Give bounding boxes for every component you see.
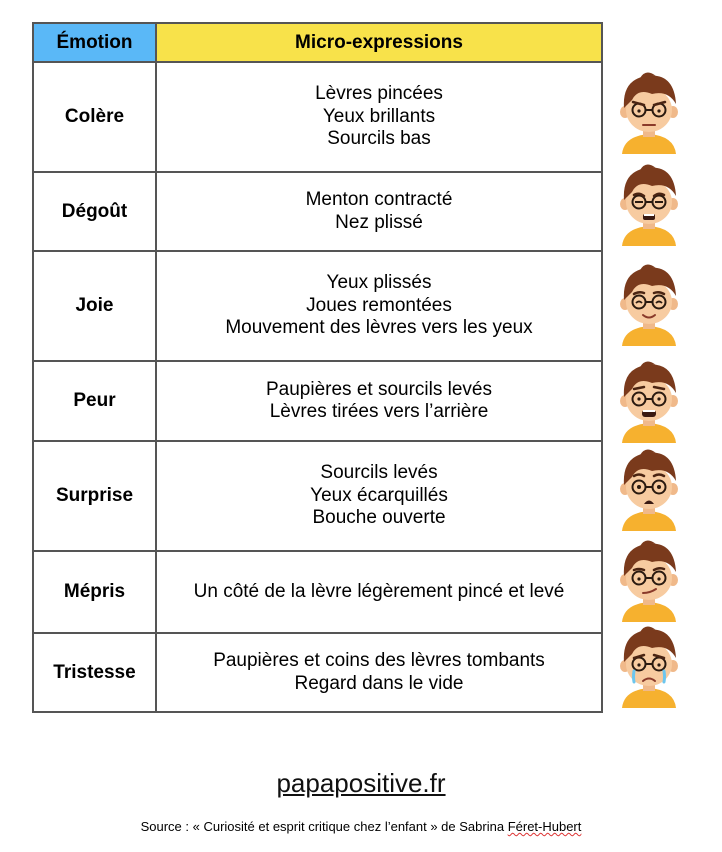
micro-line: Paupières et sourcils levés — [266, 378, 492, 400]
micro-expression-cell — [156, 441, 602, 551]
website-link[interactable] — [0, 768, 722, 799]
source-prefix: Source : « Curiosité et esprit critique chez l’enfant » de Sabrina — [140, 819, 508, 834]
website-link-text[interactable]: papapositive.fr — [276, 768, 446, 798]
micro-line: Yeux brillants — [322, 105, 436, 127]
micro-line: Yeux écarquillés — [310, 484, 448, 506]
angry-face-icon — [616, 70, 682, 154]
table-row — [33, 361, 602, 441]
micro-line: Sourcils bas — [327, 128, 431, 150]
table-row — [33, 251, 602, 361]
table-row — [33, 633, 602, 712]
micro-expression-cell — [156, 251, 602, 361]
micro-expression-cell — [156, 62, 602, 172]
micro-line: Sourcils levés — [320, 462, 438, 484]
table-row — [33, 62, 602, 172]
header-micro-expressions: Micro-expressions — [156, 23, 602, 62]
emotion-name: Mépris — [33, 551, 156, 633]
micro-expression-cell — [156, 551, 602, 633]
happy-face-icon — [616, 262, 682, 346]
emotions-table — [32, 22, 603, 713]
micro-line: Regard dans le vide — [294, 672, 464, 694]
table-row — [33, 551, 602, 633]
emotion-name: Tristesse — [33, 633, 156, 712]
micro-expression-cell — [156, 172, 602, 251]
contempt-face-icon — [616, 538, 682, 622]
micro-line: Lèvres pincées — [315, 83, 443, 105]
micro-expression-cell — [156, 633, 602, 712]
micro-line: Menton contracté — [305, 189, 453, 210]
disgust-face-icon — [616, 162, 682, 246]
header-emotion: Émotion — [33, 23, 156, 62]
emotion-name: Colère — [33, 62, 156, 172]
micro-line: Nez plissé — [335, 211, 423, 233]
micro-line: Paupières et coins des lèvres tombants — [213, 650, 545, 671]
emotion-name: Joie — [33, 251, 156, 361]
sad-face-icon — [616, 624, 682, 708]
micro-expression-cell — [156, 361, 602, 441]
source-author: Féret-Hubert — [507, 819, 582, 834]
emotion-name: Dégoût — [33, 172, 156, 251]
source-credit — [0, 819, 722, 834]
surprise-face-icon — [616, 447, 682, 531]
micro-line: Joues remontées — [306, 294, 452, 316]
micro-line: Lèvres tirées vers l’arrière — [269, 401, 489, 422]
micro-line: Un côté de la lèvre légèrement pincé et levé — [193, 580, 565, 602]
micro-line: Yeux plissés — [326, 272, 432, 294]
fear-face-icon — [616, 359, 682, 443]
micro-line: Mouvement des lèvres vers les yeux — [225, 317, 533, 339]
table-row — [33, 172, 602, 251]
table-row — [33, 441, 602, 551]
emotion-name: Peur — [33, 361, 156, 441]
micro-line: Bouche ouverte — [312, 507, 446, 529]
emotion-name: Surprise — [33, 441, 156, 551]
